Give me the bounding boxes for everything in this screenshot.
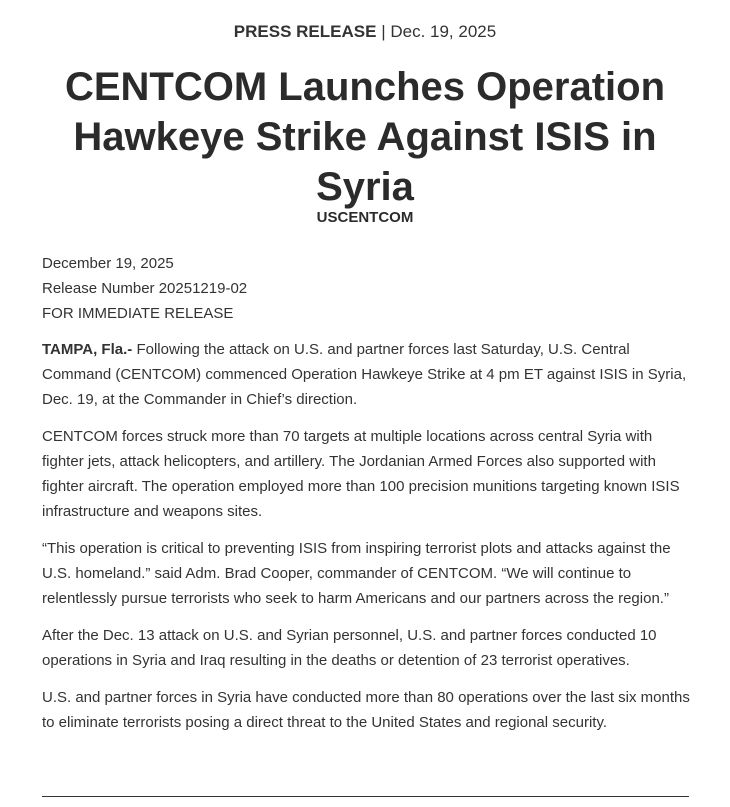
dateline: TAMPA, Fla.- <box>42 341 133 358</box>
release-number: Release Number 20251219-02 <box>42 280 248 297</box>
release-meta <box>42 251 692 326</box>
release-date: December 19, 2025 <box>42 255 174 272</box>
release-type: FOR IMMEDIATE RELEASE <box>42 305 234 322</box>
paragraph-3: “This operation is critical to preventing ISIS from inspiring terrorist plots and attacks against the U.S. homeland.” said Adm. Brad Cooper, commander of CENTCOM. “We will continue to relentlessly pursue terrorists who seek to harm Americans and our partners across the region.” <box>42 540 671 607</box>
bottom-divider <box>42 796 689 797</box>
page-title: CENTCOM Launches Operation Hawkeye Strike Against ISIS in Syria <box>64 65 666 209</box>
paragraph-1 <box>42 337 692 412</box>
paragraph-4: After the Dec. 13 attack on U.S. and Syrian personnel, U.S. and partner forces conducted 10 operations in Syria and Iraq resulting in the deaths or detention of 23 terrorist operatives. <box>42 627 657 669</box>
paragraph-2: CENTCOM forces struck more than 70 targets at multiple locations across central Syria with fighter jets, attack helicopters, and artillery. The Jordanian Armed Forces also supported with fighter aircraft. The operation employed more than 100 precision munitions targeting known ISIS infrastructure and weapons sites. <box>42 428 680 520</box>
kicker-date: Dec. 19, 2025 <box>390 22 497 41</box>
article-body <box>42 337 692 747</box>
release-kicker <box>0 20 730 44</box>
kicker-separator: | <box>381 22 386 41</box>
source-agency: USCENTCOM <box>316 209 414 226</box>
press-release-label: PRESS RELEASE <box>233 22 377 41</box>
paragraph-5: U.S. and partner forces in Syria have conducted more than 80 operations over the last six months to eliminate terrorists posing a direct threat to the United States and regional security. <box>42 689 690 731</box>
paragraph-1-text: Following the attack on U.S. and partner forces last Saturday, U.S. Central Command (CENTCOM) commenced Operation Hawkeye Strike at 4 pm ET against ISIS in Syria, Dec. 19, at the Commander in Chief’s direction. <box>42 341 687 408</box>
